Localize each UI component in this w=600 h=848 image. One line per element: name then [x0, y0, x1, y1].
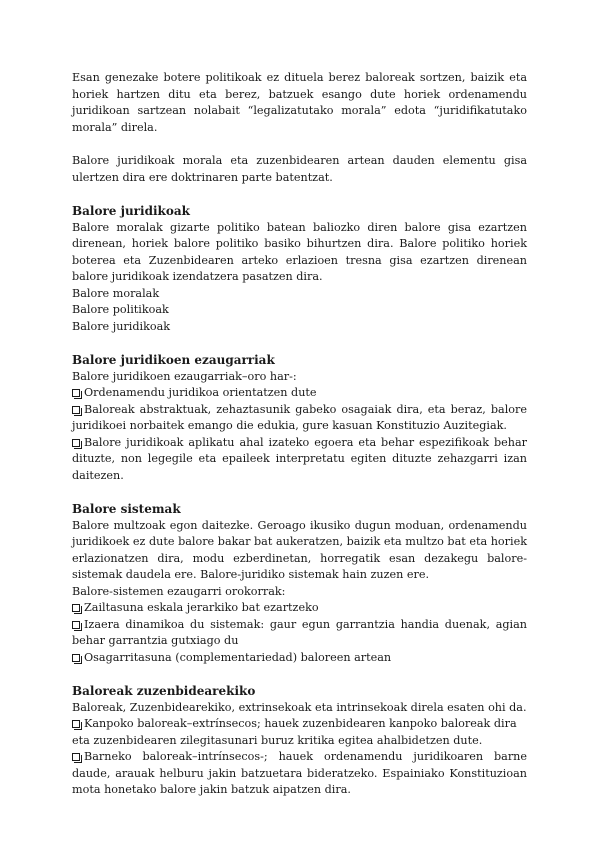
- bullet-text: Barneko baloreak–intrínsecos-; hauek ordenamendu juridikoaren barne daude, arauak helburu jakin batzuetara bideratzeko. Espainiako Konstituzioan mota honetako balore jakin batzuk aipatzen dira.: [72, 750, 527, 796]
- bullet-item: [72, 716, 527, 749]
- checkbox-bullet-icon: [72, 621, 80, 629]
- bullet-text: Izaera dinamikoa du sistemak: gaur egun garrantzia handia duenak, agian behar garrantzia gutxiago du: [72, 617, 527, 647]
- bullet-item: [72, 650, 527, 667]
- section-heading-zuzenbidearekiko: Baloreak zuzenbidearekiko: [72, 684, 256, 698]
- list-item: Balore moralak: [72, 286, 160, 300]
- section-heading-balore-juridikoak: Balore juridikoak: [72, 204, 190, 218]
- bullet-text: Zailtasuna eskala jerarkiko bat ezartzeko: [84, 601, 319, 614]
- section-heading-ezaugarriak: Balore juridikoen ezaugarriak: [72, 353, 275, 367]
- bullet-text: Kanpoko baloreak–extrínsecos; hauek zuzenbidearen kanpoko baloreak dira eta zuzenbidearen zilegitasunari buruz kritika egitea ahalbidetzen dute.: [72, 717, 517, 747]
- bullet-item: [72, 617, 527, 650]
- section3-lead: Balore-sistemen ezaugarri orokorrak:: [72, 584, 286, 598]
- bullet-item: [72, 600, 527, 617]
- bullet-text: Ordenamendu juridikoa orientatzen dute: [84, 386, 317, 399]
- checkbox-bullet-icon: [72, 439, 80, 447]
- section-heading-balore-sistemak: Balore sistemak: [72, 502, 181, 516]
- bullet-item: [72, 402, 527, 435]
- bullet-item: [72, 435, 527, 485]
- section3-body: Balore multzoak egon daitezke. Geroago ikusiko dugun moduan, ordenamendu juridikoek ez dute balore bakar bat aukeratzen, baizik eta multzo bat eta horiek erlazionatzen dira, modu ezberdinetan, horregatik esan dezakegu balore-sistemak daudela ere. Balore-juridiko sistemak hain zuzen ere.: [72, 518, 527, 581]
- bullet-item: [72, 385, 527, 402]
- bullet-text: Baloreak abstraktuak, zehaztasunik gabeko osagaiak dira, eta beraz, balore juridikoei norbaitek emango die edukia, gure kasuan Konstituzio Auzitegiak.: [72, 402, 527, 432]
- section2-lead: Balore juridikoen ezaugarriak–oro har-:: [72, 369, 297, 383]
- intro-paragraph-1: Esan genezake botere politikoak ez dituela berez baloreak sortzen, baizik eta horiek hartzen ditu eta berez, batzuek esango dute horiek ordenamendu juridikoan sartzean nolabait “legalizatutako morala” edota “juridifikatutako morala” direla.: [72, 71, 527, 134]
- bullet-text: Balore juridikoak aplikatu ahal izateko egoera eta behar espezifikoak behar dituzte, non legegile eta epaileek interpretatu egiten dituzte zehazgarri izan daitezen.: [72, 435, 527, 482]
- list-item: Balore juridikoak: [72, 319, 171, 333]
- checkbox-bullet-icon: [72, 753, 80, 761]
- document-content: [72, 70, 527, 799]
- checkbox-bullet-icon: [72, 720, 80, 728]
- section4-lead: Baloreak, Zuzenbidearekiko, extrinsekoak eta intrinsekoak direla esaten ohi da.: [72, 700, 527, 714]
- checkbox-bullet-icon: [72, 389, 80, 397]
- checkbox-bullet-icon: [72, 654, 80, 662]
- bullet-item: [72, 749, 527, 799]
- section1-body: Balore moralak gizarte politiko batean baliozko diren balore gisa ezartzen direnean, horiek balore politiko basiko bihurtzen dira. Balore politiko horiek boterea eta Zuzenbidearen arteko erlazioen tresna gisa ezartzen direnean balore juridikoak izendatzera pasatzen dira.: [72, 220, 527, 283]
- checkbox-bullet-icon: [72, 604, 80, 612]
- intro-paragraph-2: Balore juridikoak morala eta zuzenbidearen artean dauden elementu gisa ulertzen dira ere doktrinaren parte batentzat.: [72, 154, 527, 184]
- checkbox-bullet-icon: [72, 406, 80, 414]
- list-item: Balore politikoak: [72, 303, 169, 316]
- bullet-text: Osagarritasuna (complementariedad) baloreen artean: [84, 650, 392, 664]
